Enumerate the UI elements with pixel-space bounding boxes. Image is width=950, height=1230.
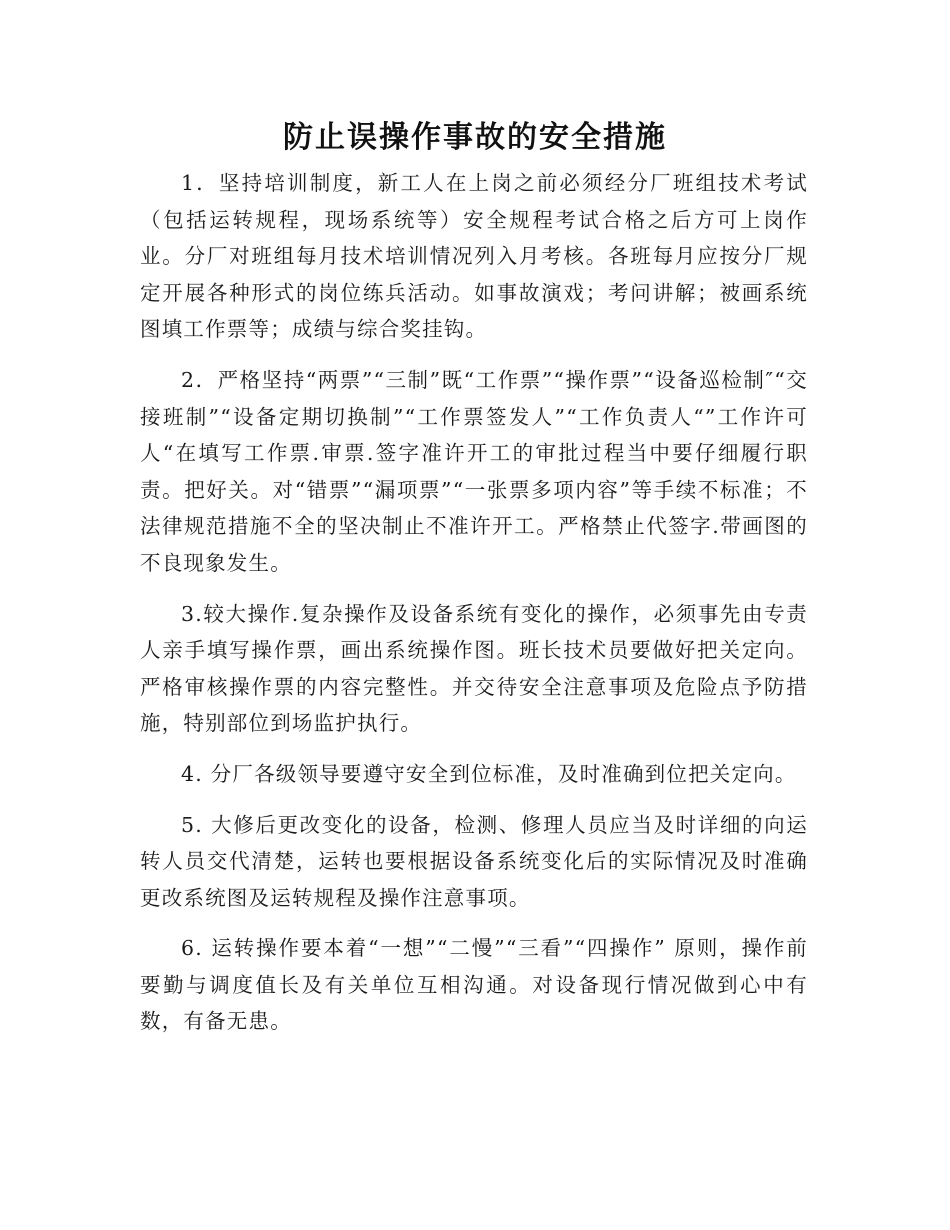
paragraph-4: 4. 分厂各级领导要遵守安全到位标准，及时准确到位把关定向。: [181, 761, 797, 786]
document-title: 防止误操作事故的安全措施: [283, 120, 667, 155]
document-body: [140, 165, 808, 1054]
paragraph-2: 2．严格坚持“两票”“三制”既“工作票”“操作票”“设备巡检制″“交接班制”“设备定期切换制”“工作票签发人”“工作负责人“”工作许可人“在填写工作票.审票.签字准许开工的审批过程当中要仔细履行职责。把好关。对“错票”“漏项票”“一张票多项内容”等手续不标准；不法律规范措施不全的坚决制止不准许开工。严格禁止代签字.带画图的不良现象发生。: [140, 367, 808, 575]
paragraph-3: 3.较大操作.复杂操作及设备系统有变化的操作，必须事先由专责人亲手填写操作票，画出系统操作图。班长技术员要做好把关定向。严格审核操作票的内容完整性。并交待安全注意事项及危险点予防措施，特别部位到场监护执行。: [140, 601, 808, 736]
paragraph-6: 6. 运转操作要本着“一想”“二慢”“三看”“四操作” 原则，操作前要勤与调度值长及有关单位互相沟通。对设备现行情况做到心中有数，有备无患。: [140, 936, 808, 1034]
paragraph-5: 5. 大修后更改变化的设备，检测、修理人员应当及时详细的向运转人员交代清楚，运转也要根据设备系统变化后的实际情况及时准确更改系统图及运转规程及操作注意事项。: [140, 812, 808, 910]
paragraph-1: 1．坚持培训制度，新工人在上岗之前必须经分厂班组技术考试（包括运转规程，现场系统等）安全规程考试合格之后方可上岗作业。分厂对班组每月技术培训情况列入月考核。各班每月应按分厂规定开展各种形式的岗位练兵活动。如事故演戏；考问讲解；被画系统图填工作票等；成绩与综合奖挂钩。: [140, 171, 808, 342]
